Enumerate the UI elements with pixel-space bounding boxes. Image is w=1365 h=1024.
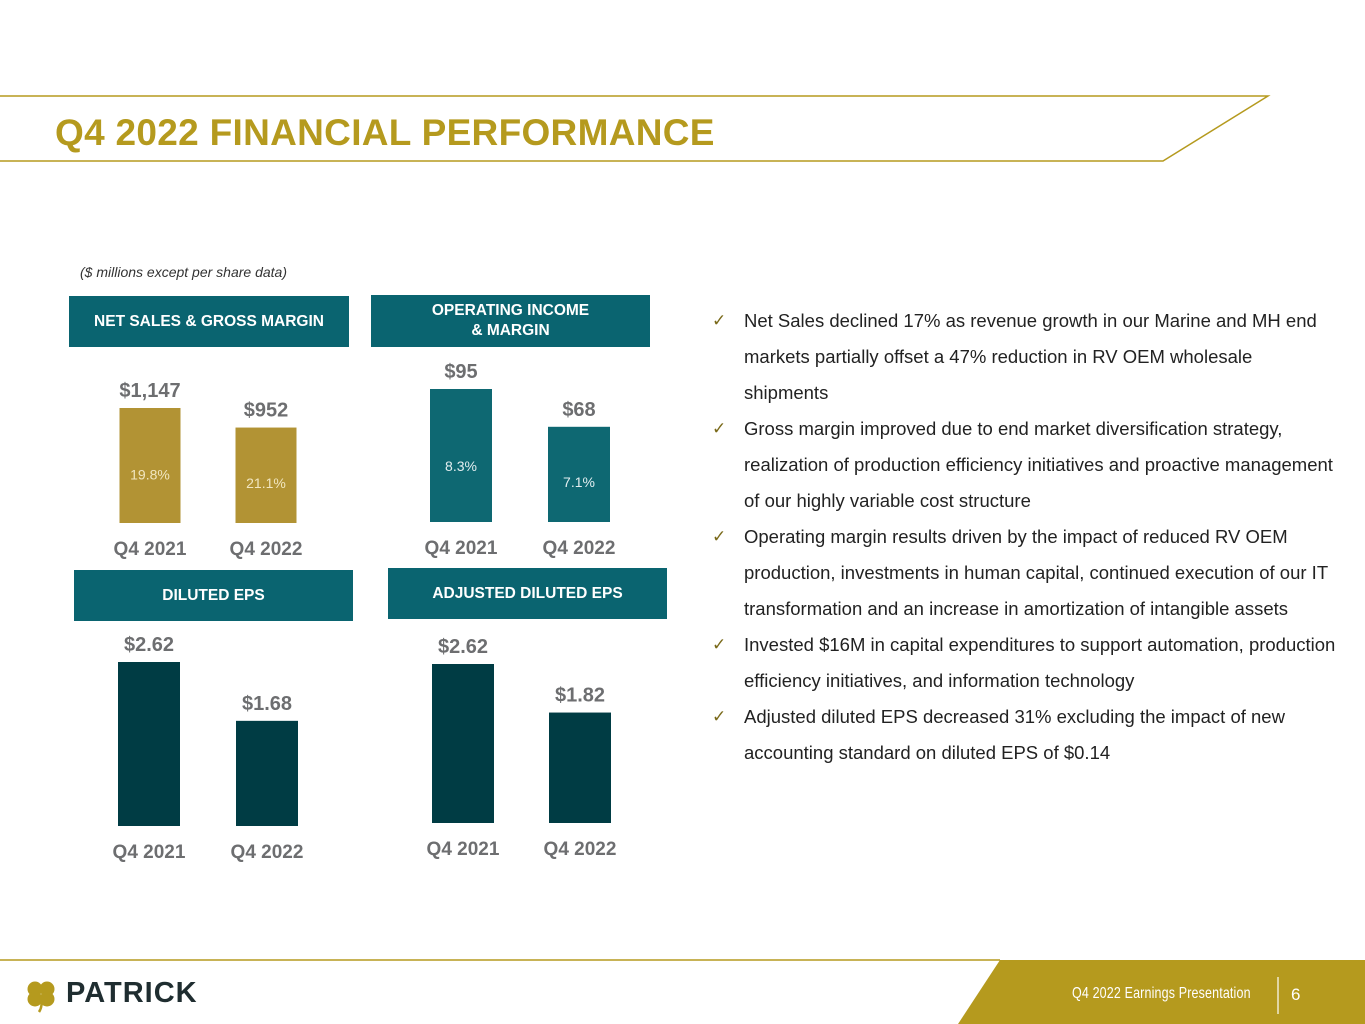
highlight-item <box>710 699 1340 771</box>
bar <box>549 713 611 823</box>
bar <box>430 389 492 522</box>
panel-header-operating-income: OPERATING INCOME & MARGIN <box>371 295 650 347</box>
bar-margin-label: 19.8% <box>130 466 170 483</box>
bar-value-label: $95 <box>444 361 478 383</box>
highlight-text: Invested $16M in capital expenditures to support automation, production efficiency initiatives, and information technology <box>744 634 1336 691</box>
highlight-item <box>710 627 1340 699</box>
bar <box>432 664 494 823</box>
checkmark-icon: ✓ <box>712 527 727 546</box>
category-tick-label: Q4 2022 <box>229 539 303 560</box>
highlight-text: Operating margin results driven by the impact of reduced RV OEM production, investments in human capital, continued execution of our IT transformation and an increase in amortization of intangible assets <box>744 526 1328 619</box>
highlights-list <box>710 303 1340 771</box>
bar-value-label: $2.62 <box>437 636 489 658</box>
bar-value-label: $1,147 <box>119 380 181 402</box>
shamrock-icon <box>22 978 62 1014</box>
category-tick-label: Q4 2021 <box>112 842 186 863</box>
presentation-label: Q4 2022 Earnings Presentation <box>1072 985 1251 1002</box>
page-title: Q4 2022 FINANCIAL PERFORMANCE <box>55 112 715 153</box>
panel-header-net-sales: NET SALES & GROSS MARGIN <box>69 296 349 347</box>
highlight-item <box>710 411 1340 519</box>
bar-value-label: $2.62 <box>123 634 175 656</box>
category-tick-label: Q4 2021 <box>113 539 187 560</box>
bar-value-label: $952 <box>243 399 289 422</box>
bar <box>118 662 180 826</box>
checkmark-icon: ✓ <box>712 635 727 654</box>
bar <box>120 408 181 523</box>
bar-margin-label: 7.1% <box>563 474 595 491</box>
category-tick-label: Q4 2022 <box>230 842 304 863</box>
highlight-text: Gross margin improved due to end market diversification strategy, realization of production efficiency initiatives and proactive management of our highly variable cost structure <box>744 418 1333 511</box>
units-note: ($ millions except per share data) <box>80 264 287 280</box>
page-number: 6 <box>1291 985 1301 1004</box>
panel-header-diluted-eps: DILUTED EPS <box>74 570 353 621</box>
bar-margin-label: 21.1% <box>246 474 286 491</box>
company-logo-text: PATRICK <box>66 977 198 1009</box>
bar-margin-label: 8.3% <box>445 458 477 475</box>
panel-header-adjusted-diluted-eps: ADJUSTED DILUTED EPS <box>388 568 667 619</box>
highlight-item <box>710 303 1340 411</box>
checkmark-icon: ✓ <box>712 419 727 438</box>
category-tick-label: Q4 2021 <box>426 839 500 860</box>
bar-value-label: $68 <box>562 398 596 421</box>
highlight-text: Adjusted diluted EPS decreased 31% excluding the impact of new accounting standard on diluted EPS of $0.14 <box>744 706 1285 763</box>
checkmark-icon: ✓ <box>712 311 727 330</box>
bar-value-label: $1.82 <box>554 684 606 707</box>
highlight-item <box>710 519 1340 627</box>
bar <box>236 721 298 826</box>
category-tick-label: Q4 2022 <box>543 839 617 860</box>
highlight-text: Net Sales declined 17% as revenue growth in our Marine and MH end markets partially offset a 47% reduction in RV OEM wholesale shipments <box>744 310 1317 403</box>
bar-value-label: $1.68 <box>241 692 293 715</box>
checkmark-icon: ✓ <box>712 707 727 726</box>
category-tick-label: Q4 2022 <box>542 538 616 559</box>
category-tick-label: Q4 2021 <box>424 538 498 559</box>
